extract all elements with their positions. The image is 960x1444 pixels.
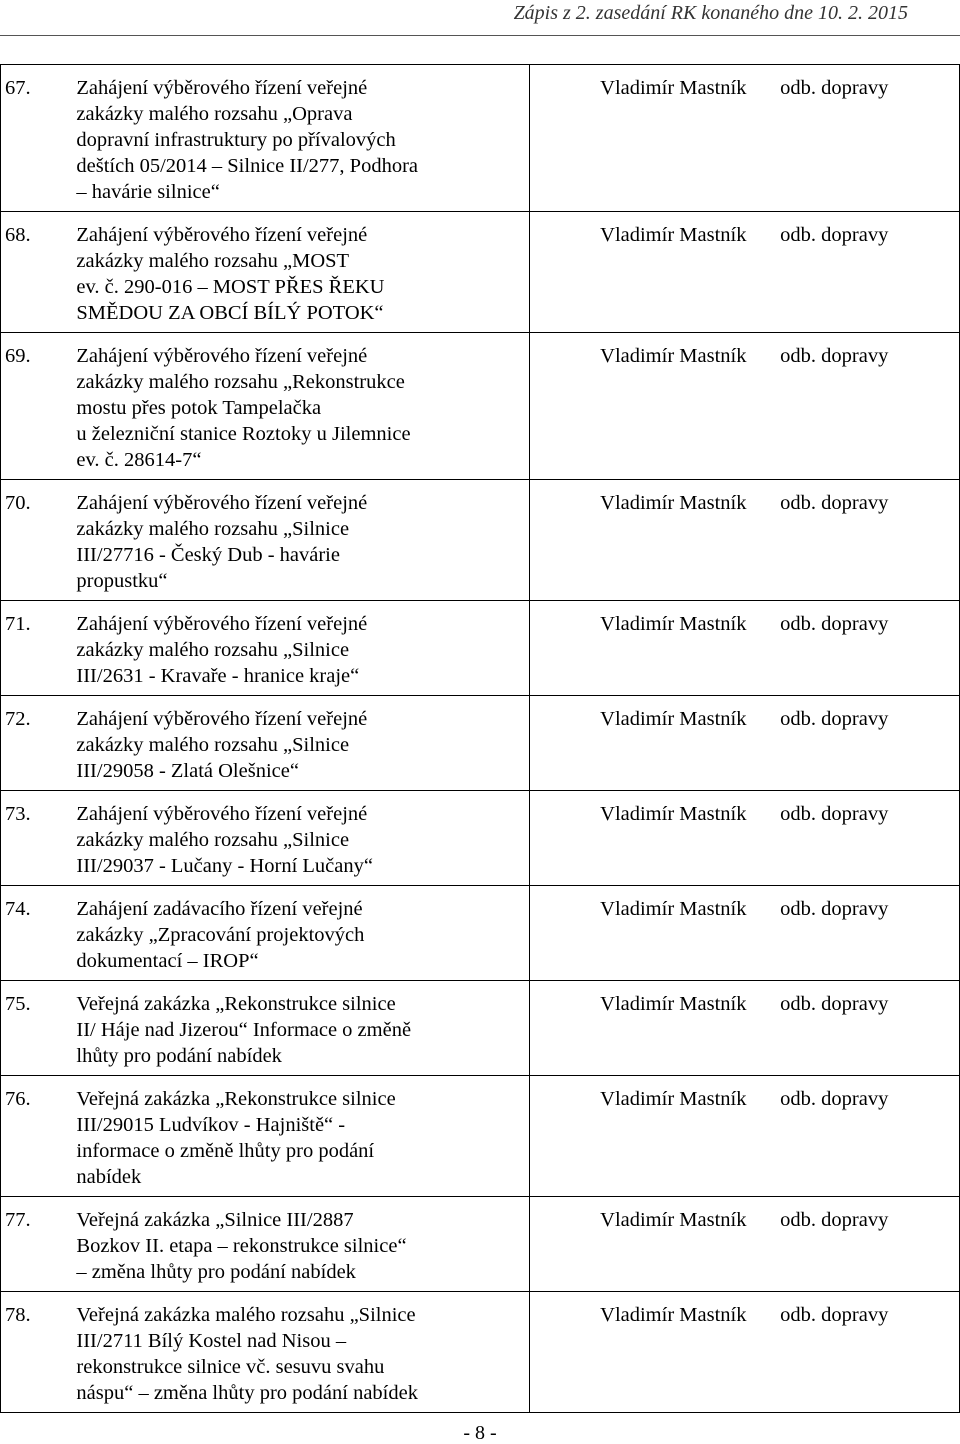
item-number: 73. (1, 791, 73, 886)
item-responsible (530, 1197, 960, 1292)
agenda-row (1, 65, 960, 212)
item-number: 77. (1, 1197, 73, 1292)
responsible-person: Vladimír Mastník (600, 803, 747, 825)
responsible-department: odb. dopravy (780, 708, 889, 730)
agenda-row (1, 981, 960, 1076)
item-responsible (530, 601, 960, 696)
item-number: 71. (1, 601, 73, 696)
item-responsible (530, 1076, 960, 1197)
item-description: Veřejná zakázka „Rekonstrukce silnice II/ Háje nad Jizerou“ Informace o změně lhůty pro podání nabídek (72, 981, 529, 1076)
item-number: 68. (1, 212, 73, 333)
item-number: 72. (1, 696, 73, 791)
responsible-department: odb. dopravy (780, 1209, 889, 1231)
agenda-row (1, 696, 960, 791)
item-description: Zahájení výběrového řízení veřejné zakázky malého rozsahu „Silnice III/27716 - Český Dub - havárie propustku“ (72, 480, 529, 601)
item-responsible (530, 212, 960, 333)
item-number: 69. (1, 333, 73, 480)
item-number: 75. (1, 981, 73, 1076)
item-number: 70. (1, 480, 73, 601)
agenda-row (1, 1197, 960, 1292)
responsible-person: Vladimír Mastník (600, 1304, 747, 1326)
item-description: Veřejná zakázka „Silnice III/2887 Bozkov II. etapa – rekonstrukce silnice“ – změna lhůty pro podání nabídek (72, 1197, 529, 1292)
item-number: 74. (1, 886, 73, 981)
item-responsible (530, 1292, 960, 1413)
responsible-department: odb. dopravy (780, 345, 889, 367)
item-responsible (530, 65, 960, 212)
responsible-department: odb. dopravy (780, 492, 889, 514)
item-description: Zahájení výběrového řízení veřejné zakázky malého rozsahu „MOST ev. č. 290-016 – MOST PŘES ŘEKU SMĚDOU ZA OBCÍ BÍLÝ POTOK“ (72, 212, 529, 333)
item-number: 78. (1, 1292, 73, 1413)
responsible-department: odb. dopravy (780, 613, 889, 635)
item-responsible (530, 480, 960, 601)
item-number: 76. (1, 1076, 73, 1197)
agenda-row (1, 212, 960, 333)
agenda-row (1, 333, 960, 480)
item-description: Veřejná zakázka malého rozsahu „Silnice III/2711 Bílý Kostel nad Nisou – rekonstrukce silnice vč. sesuvu svahu náspu“ – změna lhůty pro podání nabídek (72, 1292, 529, 1413)
responsible-department: odb. dopravy (780, 77, 889, 99)
item-responsible (530, 886, 960, 981)
responsible-department: odb. dopravy (780, 803, 889, 825)
agenda-row (1, 886, 960, 981)
item-responsible (530, 981, 960, 1076)
responsible-person: Vladimír Mastník (600, 898, 747, 920)
responsible-department: odb. dopravy (780, 224, 889, 246)
responsible-person: Vladimír Mastník (600, 77, 747, 99)
responsible-person: Vladimír Mastník (600, 1088, 747, 1110)
agenda-row (1, 791, 960, 886)
header-divider (0, 35, 960, 36)
item-description: Zahájení výběrového řízení veřejné zakázky malého rozsahu „Rekonstrukce mostu přes potok Tampelačka u železniční stanice Roztoky u Jilemnice ev. č. 28614-7“ (72, 333, 529, 480)
responsible-department: odb. dopravy (780, 993, 889, 1015)
item-description: Zahájení výběrového řízení veřejné zakázky malého rozsahu „Oprava dopravní infrastruktury po přívalových deštích 05/2014 – Silnice II/277, Podhora – havárie silnice“ (72, 65, 529, 212)
page-number: - 8 - (463, 1422, 497, 1444)
responsible-person: Vladimír Mastník (600, 613, 747, 635)
responsible-person: Vladimír Mastník (600, 492, 747, 514)
item-responsible (530, 333, 960, 480)
item-description: Zahájení výběrového řízení veřejné zakázky malého rozsahu „Silnice III/2631 - Kravaře - hranice kraje“ (72, 601, 529, 696)
responsible-person: Vladimír Mastník (600, 1209, 747, 1231)
responsible-person: Vladimír Mastník (600, 708, 747, 730)
agenda-row (1, 480, 960, 601)
responsible-department: odb. dopravy (780, 1088, 889, 1110)
item-responsible (530, 696, 960, 791)
agenda-row (1, 1292, 960, 1413)
item-number: 67. (1, 65, 73, 212)
item-description: Zahájení výběrového řízení veřejné zakázky malého rozsahu „Silnice III/29058 - Zlatá Olešnice“ (72, 696, 529, 791)
item-description: Zahájení zadávacího řízení veřejné zakázky „Zpracování projektových dokumentací – IROP“ (72, 886, 529, 981)
responsible-person: Vladimír Mastník (600, 993, 747, 1015)
responsible-department: odb. dopravy (780, 1304, 889, 1326)
item-description: Zahájení výběrového řízení veřejné zakázky malého rozsahu „Silnice III/29037 - Lučany - Horní Lučany“ (72, 791, 529, 886)
responsible-person: Vladimír Mastník (600, 345, 747, 367)
item-responsible (530, 791, 960, 886)
agenda-row (1, 1076, 960, 1197)
page-header-title: Zápis z 2. zasedání RK konaného dne 10. 2. 2015 (513, 2, 908, 24)
item-description: Veřejná zakázka „Rekonstrukce silnice III/29015 Ludvíkov - Hajniště“ - informace o změně lhůty pro podání nabídek (72, 1076, 529, 1197)
responsible-person: Vladimír Mastník (600, 224, 747, 246)
responsible-department: odb. dopravy (780, 898, 889, 920)
agenda-row (1, 601, 960, 696)
agenda-table (0, 64, 960, 1413)
